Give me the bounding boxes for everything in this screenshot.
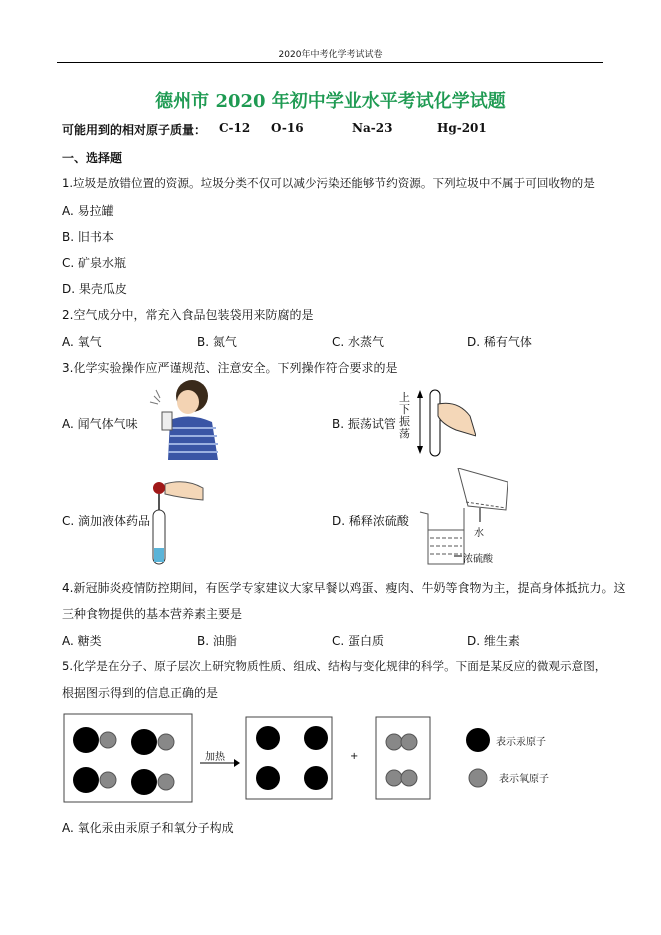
q2-option-a[interactable]: A. 氧气 [62, 335, 102, 349]
label-up: 上 [399, 391, 410, 404]
q2-stem: 2.空气成分中，常充入食品包装袋用来防腐的是 [62, 308, 314, 322]
q4-option-b[interactable]: B. 油脂 [197, 634, 237, 648]
q3-option-d[interactable]: D. 稀释浓硫酸 [332, 514, 409, 528]
q3-option-c[interactable]: C. 滴加液体药品 [62, 514, 151, 528]
q2-option-c[interactable]: C. 水蒸气 [332, 335, 385, 349]
label-acid: 浓硫酸 [463, 554, 493, 565]
q5-stem-line1: 5.化学是在分子、原子层次上研究物质性质、组成、结构与变化规律的科学。下面是某反应的微观示意图， [62, 659, 607, 673]
atomic-mass-o: O-16 [271, 121, 304, 135]
q5-option-a[interactable]: A. 氧化汞由汞原子和氧分子构成 [62, 821, 234, 835]
reaction-diagram [60, 710, 540, 806]
q1-stem: 1.垃圾是放错位置的资源。垃圾分类不仅可以减少污染还能够节约资源。下列垃圾中不属于可回收物的是 [62, 176, 595, 190]
q1-option-a[interactable]: A. 易拉罐 [62, 204, 114, 218]
q4-option-c[interactable]: C. 蛋白质 [332, 634, 385, 648]
dropper-illustration [145, 474, 205, 566]
page-title: 德州市 2020 年初中学业水平考试化学试题 [155, 91, 506, 112]
q3-option-a[interactable]: A. 闻气体气味 [62, 417, 138, 431]
smell-gas-illustration [140, 376, 220, 460]
legend-mercury: 表示汞原子 [496, 737, 546, 748]
q2-option-d[interactable]: D. 稀有气体 [467, 335, 532, 349]
section-heading: 一、选择题 [62, 151, 123, 165]
arrow-label-heat: 加热 [205, 752, 225, 763]
q3-option-b[interactable]: B. 振荡试管 [332, 417, 396, 431]
q1-option-b[interactable]: B. 旧书本 [62, 230, 114, 244]
q4-option-a[interactable]: A. 糖类 [62, 634, 102, 648]
plus-sign: + [350, 751, 359, 762]
q2-option-b[interactable]: B. 氮气 [197, 335, 237, 349]
q4-stem-line1: 4.新冠肺炎疫情防控期间，有医学专家建议大家早餐以鸡蛋、瘦肉、牛奶等食物为主，提高身体抵抗力。这 [62, 581, 626, 595]
atomic-mass-hg: Hg-201 [437, 121, 487, 135]
running-header: 2020年中考化学考试试卷 [278, 50, 383, 60]
q1-option-c[interactable]: C. 矿泉水瓶 [62, 256, 127, 270]
label-water: 水 [474, 528, 484, 539]
q5-stem-line2: 根据图示得到的信息正确的是 [62, 686, 219, 700]
atomic-mass-label: 可能用到的相对原子质量： [62, 123, 207, 137]
atomic-mass-na: Na-23 [352, 121, 393, 135]
q1-option-d[interactable]: D. 果壳瓜皮 [62, 282, 127, 296]
q4-stem-line2: 三种食物提供的基本营养素主要是 [62, 607, 243, 621]
label-shake-2: 荡 [399, 427, 410, 440]
header-rule [57, 62, 603, 63]
label-down: 下 [399, 403, 410, 416]
legend-oxygen: 表示氧原子 [499, 774, 549, 785]
atomic-mass-c: C-12 [219, 121, 251, 135]
q4-option-d[interactable]: D. 维生素 [467, 634, 520, 648]
label-shake-1: 振 [399, 415, 410, 428]
q3-stem: 3.化学实验操作应严谨规范、注意安全。下列操作符合要求的是 [62, 361, 398, 375]
